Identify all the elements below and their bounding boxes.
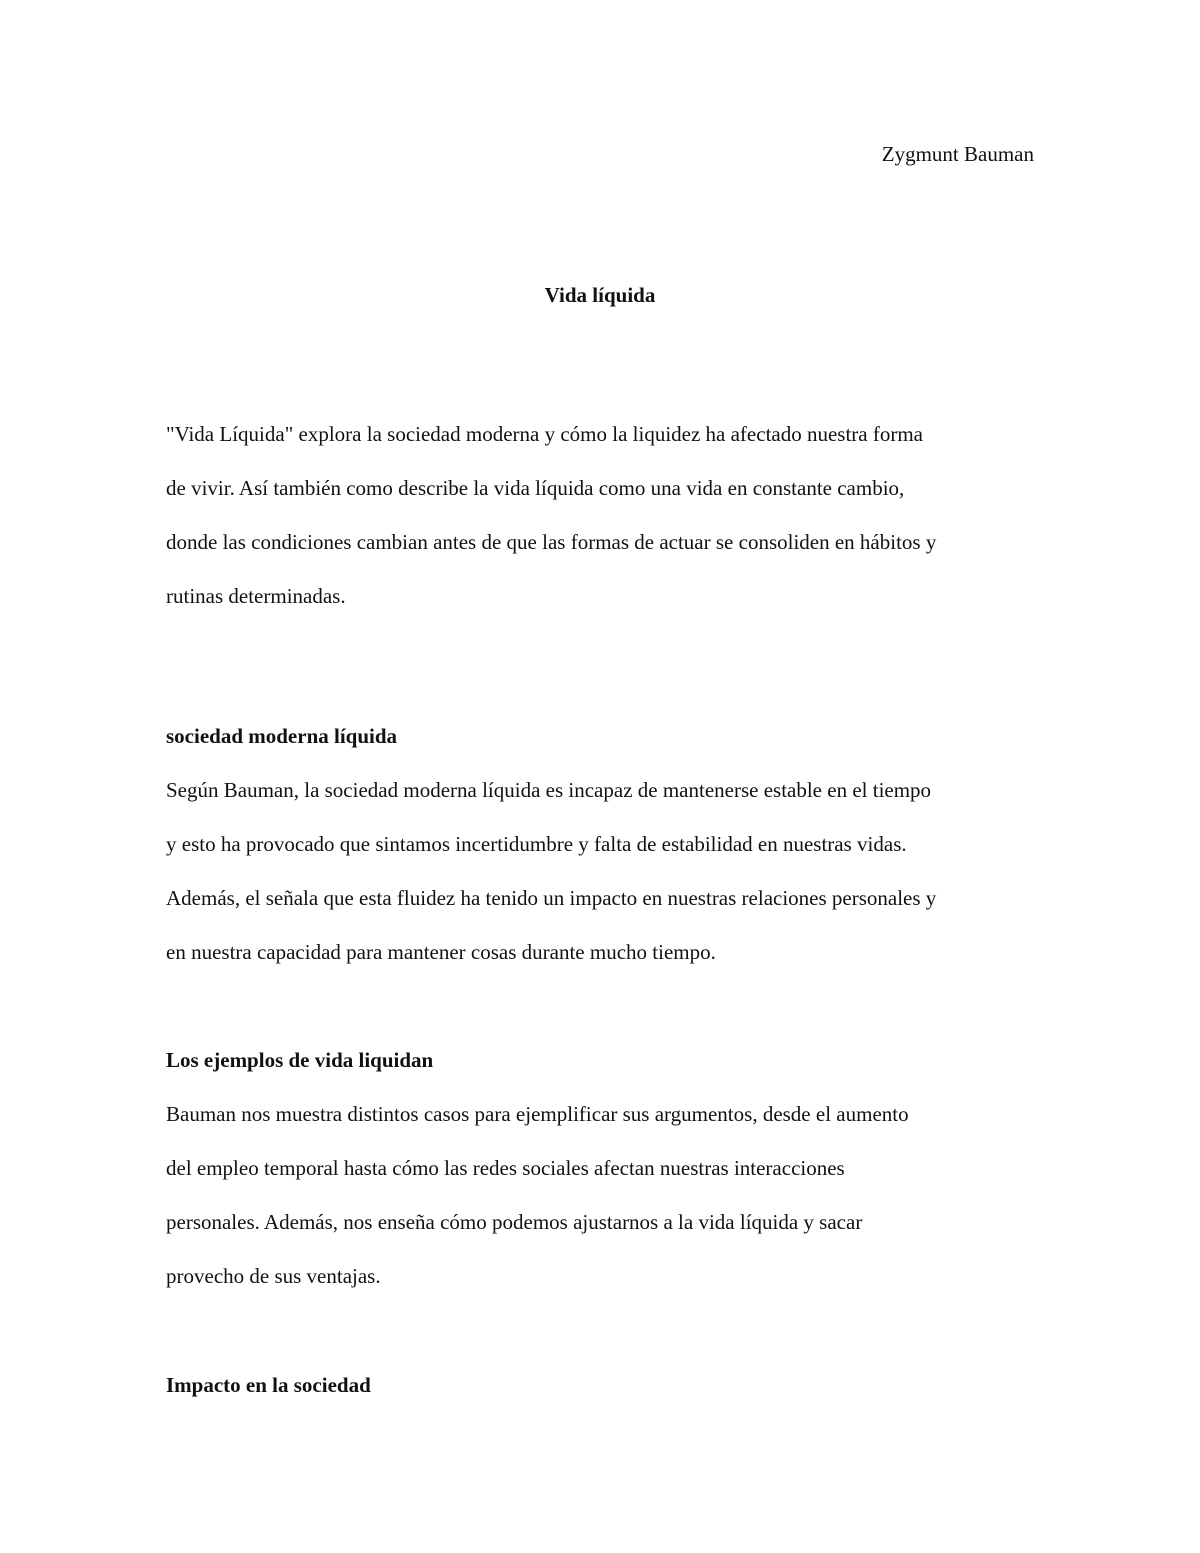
paragraph-line: "Vida Líquida" explora la sociedad moderna y cómo la liquidez ha afectado nuestra forma: [166, 422, 924, 446]
section-heading: sociedad moderna líquida: [166, 724, 398, 748]
document-title: Vida líquida: [544, 283, 656, 307]
author-name: Zygmunt Bauman: [881, 142, 1034, 166]
section-impacto: [166, 1371, 1036, 1425]
paragraph-line: rutinas determinadas.: [166, 584, 346, 608]
paragraph-line: en nuestra capacidad para mantener cosas durante mucho tiempo.: [166, 940, 716, 964]
section-heading: Impacto en la sociedad: [166, 1373, 371, 1397]
paragraph-line: provecho de sus ventajas.: [166, 1264, 381, 1288]
paragraph-line: del empleo temporal hasta cómo las redes sociales afectan nuestras interacciones: [166, 1156, 845, 1180]
paragraph-line: Bauman nos muestra distintos casos para ejemplificar sus argumentos, desde el aumento: [166, 1102, 909, 1126]
section-sociedad-moderna: [166, 722, 1036, 992]
section-heading: Los ejemplos de vida liquidan: [166, 1048, 434, 1072]
paragraph-line: donde las condiciones cambian antes de que las formas de actuar se consoliden en hábitos y: [166, 530, 937, 554]
paragraph-line: Además, el señala que esta fluidez ha tenido un impacto en nuestras relaciones personales y: [166, 886, 937, 910]
paragraph-line: y esto ha provocado que sintamos incertidumbre y falta de estabilidad en nuestras vidas.: [166, 832, 907, 856]
paragraph-line: de vivir. Así también como describe la vida líquida como una vida en constante cambio,: [166, 476, 905, 500]
intro-paragraph: [166, 420, 1036, 636]
paragraph-line: personales. Además, nos enseña cómo podemos ajustarnos a la vida líquida y sacar: [166, 1210, 863, 1234]
section-ejemplos: [166, 1046, 1036, 1316]
paragraph-line: Según Bauman, la sociedad moderna líquida es incapaz de mantenerse estable en el tiempo: [166, 778, 932, 802]
